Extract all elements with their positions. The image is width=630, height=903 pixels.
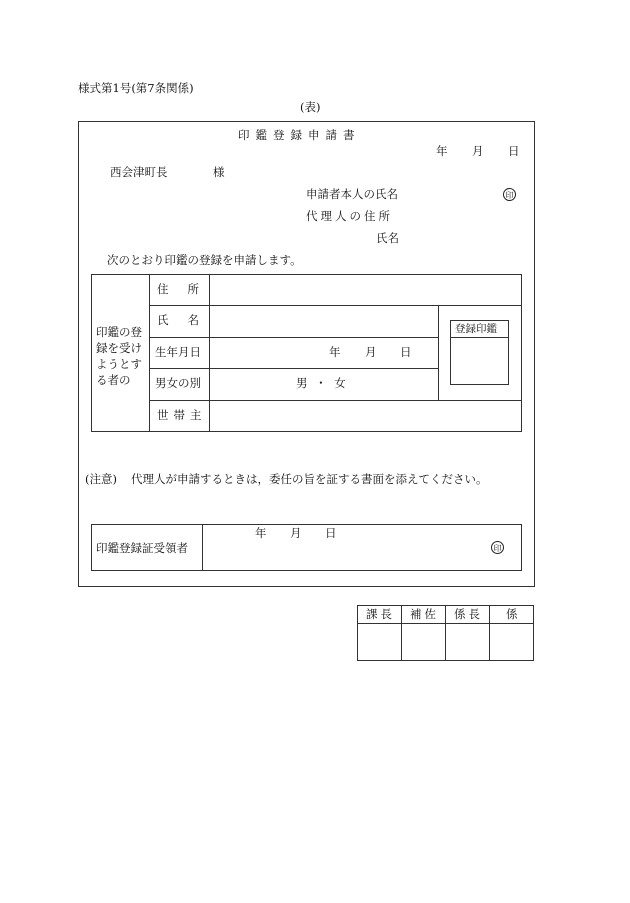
note-label: (注意): [85, 472, 117, 486]
certificate-receiver-label: 印鑑登録証受領者: [96, 541, 188, 555]
approval-header-section-chief: 課長: [366, 607, 395, 621]
side-label: (表): [300, 100, 321, 114]
row-gender-label: 男女の別: [155, 376, 201, 390]
registered-seal-label: 登録印鑑: [455, 323, 497, 335]
request-sentence: 次のとおり印鑑の登録を申請します。: [107, 253, 302, 267]
applicant-seal-icon: 印: [503, 188, 516, 201]
row-birthdate-label: 生年月日: [155, 345, 201, 359]
gender-values: 男 ・ 女: [296, 376, 348, 390]
date-month: 月: [472, 144, 484, 158]
date-day: 日: [508, 144, 520, 158]
form-title: 印鑑登録申請書: [238, 128, 361, 142]
birth-year: 年: [329, 345, 341, 359]
applicant-name-label: 申請者本人の氏名: [306, 187, 398, 201]
row-name-label: 氏名: [157, 313, 218, 327]
note-text: 代理人が申請するときは，委任の旨を証する書面を添えてください。: [131, 472, 488, 486]
agent-name-label: 氏名: [376, 231, 399, 245]
addressee: 西会津町長: [110, 165, 168, 179]
date-year: 年: [436, 144, 448, 158]
registrant-label: 印鑑の登録を受けようとする者の: [96, 325, 142, 387]
receiver-seal-icon: 印: [491, 541, 504, 554]
birth-month: 月: [365, 345, 377, 359]
honorific: 様: [213, 165, 225, 179]
row-address-label: 住所: [157, 282, 218, 296]
receipt-month: 月: [290, 526, 302, 540]
form-number: 様式第1号(第7条関係): [78, 81, 194, 95]
birth-day: 日: [400, 345, 412, 359]
approval-header-subsection-chief: 係長: [454, 607, 483, 621]
receipt-year: 年: [255, 526, 267, 540]
receipt-day: 日: [325, 526, 337, 540]
agent-address-label: 代理人の住所: [306, 209, 393, 223]
approval-header-staff: 係: [506, 607, 518, 621]
approval-header-assistant: 補佐: [410, 607, 439, 621]
row-householder-label: 世帯主: [157, 408, 207, 422]
